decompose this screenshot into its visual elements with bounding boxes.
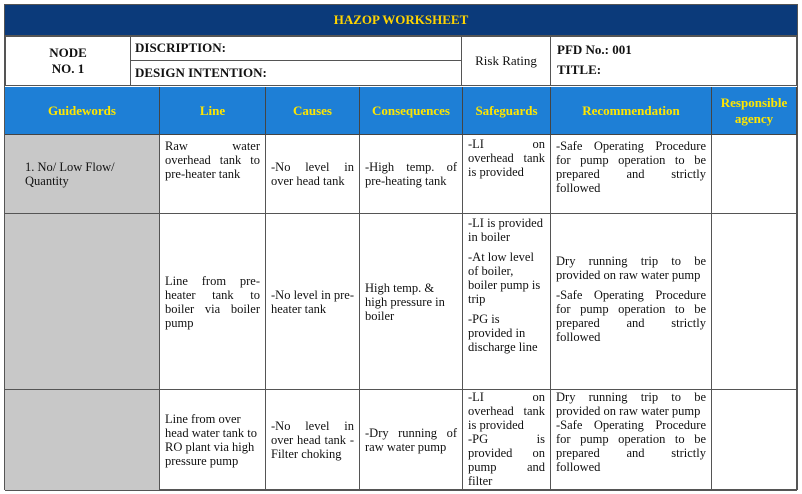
recommendation-cell <box>551 214 712 390</box>
responsible-cell <box>712 390 797 491</box>
safeguard-item: -PG is provided on pump and filter <box>468 432 545 488</box>
line-cell: Line from pre-heater tank to boiler via boiler pump <box>160 214 266 390</box>
col-guidewords: Guidewords <box>5 87 160 135</box>
table-row <box>5 135 797 214</box>
recommendation-cell <box>551 390 712 491</box>
description-label: DISCRIPTION: <box>130 36 462 61</box>
line-cell: Raw water overhead tank to pre-heater tank <box>160 135 266 214</box>
recommendation-item: -Safe Operating Procedure for pump operation to be prepared and strictly followed <box>556 418 706 474</box>
guideword-cell <box>5 214 160 390</box>
guideword-cell <box>5 390 160 491</box>
recommendation-item: Dry running trip to be provided on raw water pump <box>556 390 706 418</box>
col-line: Line <box>160 87 266 135</box>
recommendation-cell <box>551 135 712 214</box>
consequences-cell: -Dry running of raw water pump <box>360 390 463 491</box>
recommendation-item: Dry running trip to be provided on raw water pump <box>556 253 706 282</box>
causes-cell: -No level in over head tank <box>266 135 360 214</box>
consequences-cell: High temp. & high pressure in boiler <box>360 214 463 390</box>
safeguard-item: -At low level of boiler, boiler pump is trip <box>468 250 541 306</box>
node-cell <box>5 36 131 86</box>
col-causes: Causes <box>266 87 360 135</box>
safeguards-cell <box>463 135 551 214</box>
safeguard-item: -LI is provided in boiler <box>468 216 543 244</box>
risk-rating-label: Risk Rating <box>461 36 551 86</box>
causes-cell: -No level in pre-heater tank <box>266 214 360 390</box>
hazop-worksheet <box>4 4 798 490</box>
pfd-cell <box>550 36 797 86</box>
design-intention-label: DESIGN INTENTION: <box>130 60 462 86</box>
responsible-cell <box>712 214 797 390</box>
responsible-cell <box>712 135 797 214</box>
consequences-cell: -High temp. of pre-heating tank <box>360 135 463 214</box>
node-number: NO. 1 <box>51 61 85 76</box>
recommendation-item: -Safe Operating Procedure for pump operation to be prepared and strictly followed <box>556 139 706 195</box>
safeguards-cell <box>463 390 551 491</box>
table-row <box>5 214 797 390</box>
table-header <box>5 87 797 135</box>
safeguard-item: -PG is provided in discharge line <box>468 312 538 354</box>
col-safeguards: Safeguards <box>463 87 551 135</box>
guideword-cell: 1. No/ Low Flow/ Quantity <box>5 135 160 214</box>
line-cell: Line from over head water tank to RO plant via high pressure pump <box>160 390 266 491</box>
worksheet-title: HAZOP WORKSHEET <box>5 5 797 36</box>
col-recommendation: Recommendation <box>551 87 712 135</box>
node-label: NODE <box>49 45 87 60</box>
info-block <box>5 36 797 86</box>
causes-cell: -No level in over head tank -Filter choking <box>266 390 360 491</box>
col-responsible: Responsible agency <box>712 87 797 135</box>
recommendation-item: -Safe Operating Procedure for pump operation to be prepared and strictly followed <box>556 287 706 344</box>
safeguards-cell <box>463 214 551 390</box>
safeguard-item: -LI on overhead tank is provided <box>468 137 545 179</box>
table-row <box>5 390 797 491</box>
safeguard-item: -LI on overhead tank is provided <box>468 390 545 432</box>
pfd-number: PFD No.: 001 <box>557 42 632 57</box>
col-consequences: Consequences <box>360 87 463 135</box>
title-label: TITLE: <box>557 62 602 77</box>
